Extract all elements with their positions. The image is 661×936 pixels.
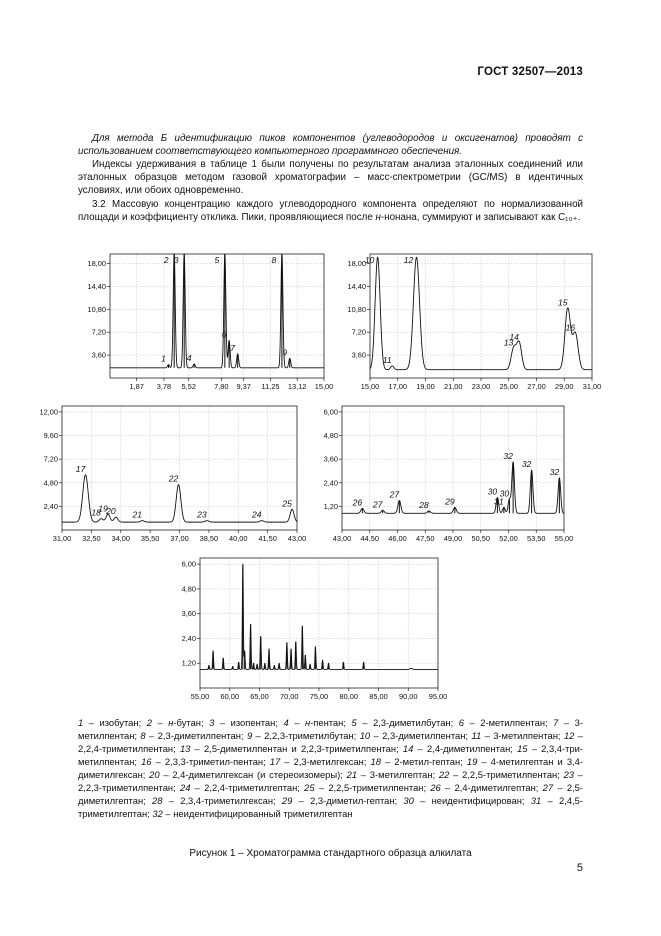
peak-label: 32 xyxy=(521,458,532,469)
legend-number: 20 xyxy=(149,769,160,780)
legend-text: – 3-метилгептан; xyxy=(357,769,439,780)
standard-number: ГОСТ 32507—2013 xyxy=(477,66,583,78)
y-tick-label: 4,80 xyxy=(323,431,338,441)
x-tick-label: 43,00 xyxy=(287,534,307,543)
y-tick-label: 10,80 xyxy=(87,304,106,314)
x-tick-label: 47,50 xyxy=(416,534,435,543)
legend-text: – 2-метил-гептан; xyxy=(380,756,467,767)
x-tick-label: 44,50 xyxy=(360,534,379,543)
x-tick-label: 3,78 xyxy=(156,382,172,391)
peak-label: 11 xyxy=(382,354,392,365)
peak-label: 27 xyxy=(389,489,400,500)
legend-number: 3 xyxy=(209,717,215,728)
legend-number: 29 xyxy=(281,795,293,806)
legend-number: 19 xyxy=(466,756,478,767)
x-tick-label: 75,00 xyxy=(309,692,329,701)
peak-label: 12 xyxy=(403,255,414,265)
peak-label: 16 xyxy=(565,322,576,333)
peak-label: 30 xyxy=(499,488,510,499)
legend-text: – 2,3-метилгексан; xyxy=(280,756,371,767)
x-tick-label: 17,00 xyxy=(388,382,407,391)
x-tick-label: 32,50 xyxy=(82,534,101,543)
peak-label: 9 xyxy=(282,347,288,358)
peak-label: 25 xyxy=(282,498,292,509)
legend-number: 18 xyxy=(370,756,381,767)
legend-number: 32 xyxy=(152,808,163,819)
y-tick-label: 3,60 xyxy=(351,350,366,360)
legend-number: 4 xyxy=(283,717,289,728)
x-tick-label: 41,50 xyxy=(258,534,277,543)
legend-text: – 3-метилпентан; xyxy=(78,717,583,741)
y-tick-label: 4,80 xyxy=(181,584,196,594)
x-tick-label: 13,12 xyxy=(287,382,307,391)
peak-label: 2 xyxy=(163,255,169,265)
y-tick-label: 14,40 xyxy=(87,281,106,291)
x-tick-label: 60,00 xyxy=(220,692,239,701)
peak-label: 8 xyxy=(271,255,277,265)
legend-text: – 2,4,5-триметилгептан; xyxy=(78,795,583,819)
legend-text: – неидентифицирован; xyxy=(413,795,531,806)
legend-number: 5 xyxy=(351,717,357,728)
figure-caption: Рисунок 1 – Хроматограмма стандартного образца алкилата xyxy=(189,848,472,859)
paragraph-method-b-text: Для метода Б идентификацию пиков компонентов (углеводородов и оксигенатов) проводят с использованием соответствующего компьютерного программного обеспечения. xyxy=(78,133,583,158)
legend-number: 24 xyxy=(179,782,191,793)
legend-number: 30 xyxy=(403,795,414,806)
paragraph-3-2 xyxy=(78,198,583,224)
x-tick-label: 95,00 xyxy=(428,692,448,701)
legend-number: 13 xyxy=(179,743,191,754)
legend-text: – 2,2,3-триметилпентан; xyxy=(78,769,583,793)
chromatogram-panel-4 xyxy=(310,402,572,548)
x-tick-label: 31,00 xyxy=(582,382,602,391)
y-tick-label: 7,20 xyxy=(351,327,366,337)
legend-text: – 2,3-диметилпентан; xyxy=(370,730,472,741)
peak-label: 28 xyxy=(419,499,429,510)
y-tick-label: 18,00 xyxy=(87,259,106,269)
legend-text: – xyxy=(288,717,305,728)
peak-label: 17 xyxy=(75,463,86,474)
x-tick-label: 38,50 xyxy=(199,534,219,543)
peak-label: 32 xyxy=(549,466,560,477)
x-tick-label: 35,50 xyxy=(140,534,160,543)
peak-label: 27 xyxy=(372,499,383,510)
chromatogram-panel-3 xyxy=(30,402,305,548)
legend-text: – 2,2,5-триметилпентан; xyxy=(449,769,564,780)
y-tick-label: 2,40 xyxy=(43,501,58,511)
peak-label: 22 xyxy=(168,473,179,484)
chromatogram-panel-1 xyxy=(78,250,332,396)
legend-text: – 2,2,3-триметилбутан; xyxy=(252,730,360,741)
x-tick-label: 27,00 xyxy=(527,382,546,391)
y-tick-label: 7,20 xyxy=(91,327,106,337)
peak-label: 23 xyxy=(197,509,207,520)
y-tick-label: 9,60 xyxy=(43,431,58,441)
y-tick-label: 3,60 xyxy=(181,609,196,619)
x-tick-label: 80,00 xyxy=(339,692,358,701)
legend-text: – 2,2,4-триметилпентан; xyxy=(78,730,584,754)
x-tick-label: 19,00 xyxy=(416,382,435,391)
legend-text: – неидентифицированный триметилгептан xyxy=(162,808,353,819)
legend-number: 8 xyxy=(140,730,146,741)
peak-label: 19 xyxy=(98,503,108,514)
y-tick-label: 3,60 xyxy=(323,454,338,464)
legend-text: -бутан; xyxy=(173,717,210,728)
legend-number: н xyxy=(168,717,174,728)
x-tick-label: 11,25 xyxy=(261,382,280,391)
x-tick-label: 53,50 xyxy=(527,534,546,543)
legend-text: – 2,3-диметилбутан; xyxy=(356,717,459,728)
peak-label: 4 xyxy=(186,353,192,364)
x-tick-label: 46,00 xyxy=(388,534,407,543)
x-tick-label: 65,00 xyxy=(250,692,269,701)
legend-number: 31 xyxy=(530,795,542,806)
chromatogram-panel-5 xyxy=(168,554,446,706)
peak-label: 10 xyxy=(364,255,375,265)
x-tick-label: 1,87 xyxy=(129,382,144,391)
chromatogram-panel-3-svg xyxy=(30,402,305,548)
chromatogram-panel-2 xyxy=(338,250,600,396)
y-tick-label: 18,00 xyxy=(347,259,366,269)
x-tick-label: 21,00 xyxy=(444,382,463,391)
legend-number: 25 xyxy=(304,782,315,793)
chromatogram-trace xyxy=(110,254,324,368)
paragraph-method-b xyxy=(78,132,583,158)
legend-text: – изопентан; xyxy=(214,717,284,728)
legend-text: – 2,3-диметилпентан; xyxy=(145,730,247,741)
page-number: 5 xyxy=(576,862,583,874)
legend-number: н xyxy=(304,717,311,728)
x-tick-label: 15,00 xyxy=(314,382,334,391)
legend-number: 1 xyxy=(78,717,84,728)
chromatogram-panel-5-svg xyxy=(168,554,446,706)
peak-label: 3 xyxy=(173,255,179,265)
legend-text: – 2,4-диметилгептан; xyxy=(440,782,543,793)
legend-text: -пентан; xyxy=(310,717,352,728)
peak-legend xyxy=(78,716,583,820)
x-tick-label: 49,00 xyxy=(443,534,463,543)
peak-label: 32 xyxy=(503,451,513,462)
legend-text: – 2,5-диметилпентан и 2,2,3-триметилпентан; xyxy=(190,743,403,754)
legend-text: – 2,2,4-триметилгептан; xyxy=(190,782,305,793)
legend-number: 2 xyxy=(146,717,152,728)
peak-label: 1 xyxy=(161,353,166,364)
y-tick-label: 1,20 xyxy=(181,658,196,668)
legend-number: 26 xyxy=(430,782,441,793)
peak-label: 7 xyxy=(230,342,236,353)
paragraph-retention-indices-text: Индексы удерживания в таблице 1 были получены по результатам анализа эталонных соединений или эталонных образцов методом газовой хроматографии – масс-спектрометрии (GC/MS) в идентичных условиях, или обоих одновременно. xyxy=(78,159,583,197)
legend-number: 10 xyxy=(359,730,371,741)
peak-label: 6 xyxy=(221,329,227,340)
legend-number: 23 xyxy=(563,769,575,780)
legend-text: – 2,3,4-три-метилпентан; xyxy=(78,743,584,767)
peak-label: 14 xyxy=(509,332,519,343)
peak-label: 30 xyxy=(487,486,498,497)
x-tick-label: 40,00 xyxy=(229,534,248,543)
x-tick-label: 7,80 xyxy=(214,382,229,391)
x-tick-label: 52,00 xyxy=(499,534,518,543)
legend-text: – 2,4-диметилпентан; xyxy=(413,743,518,754)
peak-label: 29 xyxy=(445,496,455,507)
legend-number: 7 xyxy=(553,717,559,728)
y-tick-label: 12,00 xyxy=(39,407,58,417)
paragraph-retention-indices xyxy=(78,158,583,198)
x-tick-label: 23,00 xyxy=(471,382,491,391)
peak-label: 26 xyxy=(352,497,363,508)
x-tick-label: 55,00 xyxy=(190,692,210,701)
x-tick-label: 70,00 xyxy=(280,692,299,701)
legend-number: 12 xyxy=(563,730,575,741)
legend-text: – 2,2,5-триметилпентан; xyxy=(314,782,431,793)
legend-text: – xyxy=(151,717,169,728)
legend-number: 21 xyxy=(346,769,358,780)
peak-label: 24 xyxy=(251,509,262,520)
chromatogram-trace xyxy=(370,257,592,370)
peak-label: 18 xyxy=(91,507,101,518)
legend-number: 28 xyxy=(152,795,163,806)
legend-text: – 2,3,4-триметилгексан; xyxy=(162,795,282,806)
peak-label: 5 xyxy=(214,255,220,265)
x-tick-label: 50,50 xyxy=(471,534,490,543)
plot-frame xyxy=(110,254,324,378)
legend-number: 6 xyxy=(458,717,464,728)
legend-text: – 2,5-диметилгептан; xyxy=(78,782,583,806)
x-tick-label: 29,00 xyxy=(555,382,574,391)
y-tick-label: 2,40 xyxy=(181,633,196,643)
chromatogram-panel-1-svg xyxy=(78,250,332,396)
legend-text: – 2,4-диметилгексан (и стереоизомеры); xyxy=(159,769,347,780)
paragraph-3-2-text-b: -нонана, суммируют и записывают как С₁₀₊. xyxy=(380,212,581,224)
y-tick-label: 10,80 xyxy=(347,304,366,314)
legend-text: – 3-метилпентан; xyxy=(481,730,564,741)
legend-number: 14 xyxy=(402,743,414,754)
peak-label: 31 xyxy=(494,496,504,507)
paragraph-3-2-text-a: 3.2 Массовую концентрацию каждого углеводородного компонента определяют по нормализованной площади и коэффициенту отклика. Пики, проявляющиеся после xyxy=(78,199,583,224)
y-tick-label: 4,80 xyxy=(43,478,58,488)
peak-label: 20 xyxy=(106,506,116,517)
y-tick-label: 2,40 xyxy=(323,478,338,488)
legend-number: 15 xyxy=(517,743,528,754)
x-tick-label: 34,00 xyxy=(111,534,130,543)
legend-text: – 4-метилгептан и 3,4-диметилгексан; xyxy=(78,756,583,780)
legend-text: – 2,3,3-триметил-пентан; xyxy=(151,756,270,767)
legend-number: 17 xyxy=(269,756,281,767)
x-tick-label: 9,37 xyxy=(236,382,251,391)
x-tick-label: 85,00 xyxy=(369,692,388,701)
peak-label: 13 xyxy=(503,337,514,348)
y-tick-label: 1,20 xyxy=(323,501,338,511)
peak-label: 21 xyxy=(132,509,143,520)
legend-number: 11 xyxy=(471,730,482,741)
legend-number: 22 xyxy=(438,769,450,780)
x-tick-label: 37,00 xyxy=(170,534,189,543)
x-tick-label: 90,00 xyxy=(399,692,418,701)
paragraph-3-2-italic: н xyxy=(375,212,381,224)
x-tick-label: 55,00 xyxy=(554,534,574,543)
x-tick-label: 31,00 xyxy=(52,534,72,543)
x-tick-label: 15,00 xyxy=(360,382,380,391)
y-tick-label: 14,40 xyxy=(347,281,366,291)
peak-label: 15 xyxy=(557,297,568,308)
legend-text: – 2,3-диметил-гептан; xyxy=(292,795,404,806)
chromatogram-panel-2-svg xyxy=(338,250,600,396)
y-tick-label: 6,00 xyxy=(181,559,196,569)
x-tick-label: 43,00 xyxy=(332,534,352,543)
y-tick-label: 3,60 xyxy=(91,350,106,360)
x-tick-label: 5,52 xyxy=(181,382,196,391)
legend-text: – 2-метилпентан; xyxy=(463,717,554,728)
y-tick-label: 6,00 xyxy=(323,407,338,417)
y-tick-label: 7,20 xyxy=(43,454,58,464)
legend-number: 9 xyxy=(246,730,253,741)
legend-text: – изобутан; xyxy=(83,717,147,728)
legend-number: 16 xyxy=(141,756,152,767)
chromatogram-panel-4-svg xyxy=(310,402,572,548)
x-tick-label: 25,00 xyxy=(499,382,518,391)
legend-number: 27 xyxy=(542,782,554,793)
